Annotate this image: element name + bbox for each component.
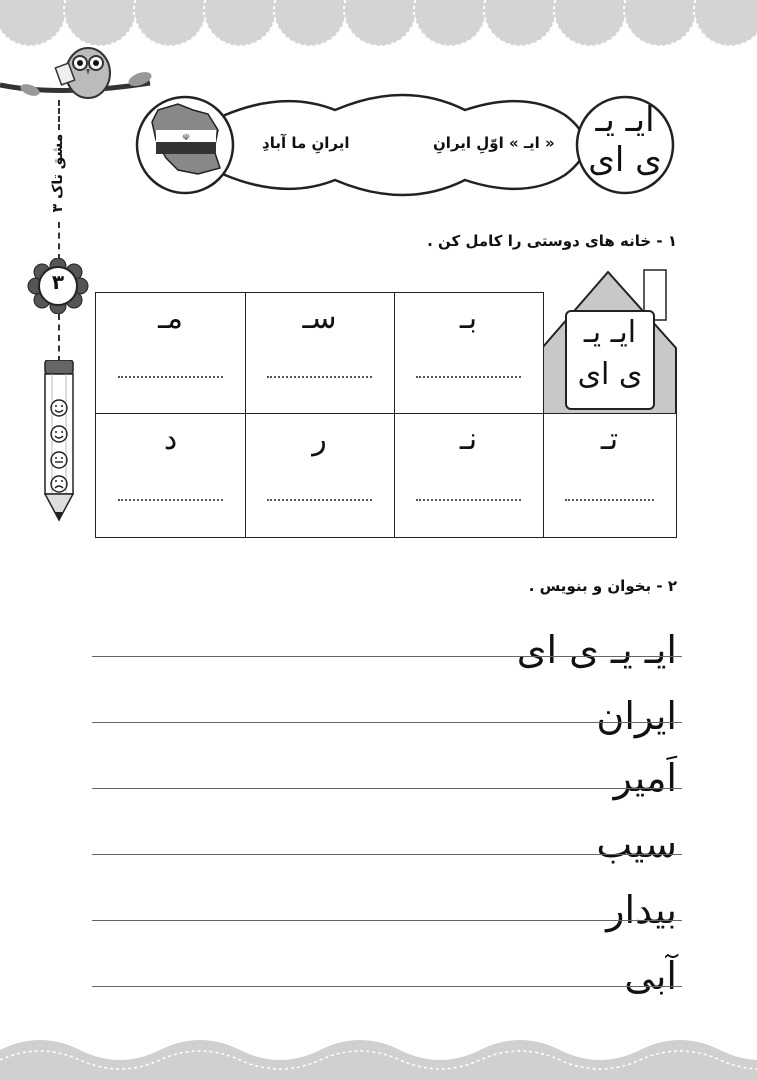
side-book-title-text: مشق تاک ۳ — [50, 133, 66, 213]
practice-word: ایران — [596, 694, 677, 738]
writing-line[interactable] — [92, 854, 682, 855]
writing-line[interactable] — [92, 986, 682, 987]
house-letters-line-1: ایـ یـ — [583, 315, 637, 350]
grid-cell[interactable] — [542, 413, 677, 538]
dotted-answer-line[interactable] — [565, 499, 654, 501]
dotted-answer-line[interactable] — [118, 376, 223, 378]
heading-line-1: ایـ یـ — [595, 100, 655, 140]
heading-letters — [580, 100, 670, 180]
side-dashed-line-middle — [58, 222, 60, 260]
cell-glyph: تـ — [600, 422, 619, 457]
exercise-1-title: ۱ - خانه های دوستی را کامل کن . — [427, 232, 677, 250]
exercise-2-title: ۲ - بخوان و بنویس . — [528, 577, 677, 595]
dotted-answer-line[interactable] — [267, 499, 372, 501]
grid-cell[interactable] — [393, 292, 544, 415]
motto-left: ایرانِ ما آبادِ — [262, 134, 350, 152]
pencil-with-faces-icon — [43, 360, 75, 525]
writing-line[interactable] — [92, 920, 682, 921]
practice-word: سیب — [596, 822, 677, 866]
side-dashed-line-bottom — [58, 314, 60, 362]
dotted-answer-line[interactable] — [416, 376, 521, 378]
writing-line[interactable] — [92, 788, 682, 789]
dotted-answer-line[interactable] — [416, 499, 521, 501]
grid-cell[interactable] — [95, 413, 246, 538]
iran-map-flag-icon — [148, 100, 224, 180]
practice-word: اَمیر — [613, 756, 677, 800]
cell-glyph: مـ — [158, 301, 183, 336]
writing-line[interactable] — [92, 656, 682, 657]
cell-glyph: نـ — [459, 422, 478, 457]
side-book-title — [28, 130, 88, 220]
wavy-bottom-border — [0, 1030, 757, 1080]
cell-glyph: ر — [312, 422, 327, 457]
dotted-answer-line[interactable] — [267, 376, 372, 378]
house-letters-panel — [565, 310, 655, 410]
practice-word: ایـ یـ ی ای — [516, 628, 677, 672]
practice-word: آبی — [624, 954, 677, 998]
cell-glyph: د — [163, 422, 178, 457]
cell-glyph: سـ — [302, 301, 337, 336]
grid-cell[interactable] — [244, 292, 395, 415]
dotted-answer-line[interactable] — [118, 499, 223, 501]
grid-cell[interactable] — [244, 413, 395, 538]
motto-right: « ایـ » اوّلِ ایرانِ — [433, 134, 555, 152]
heading-line-2: ی ای — [588, 140, 662, 180]
svg-text:☫: ☫ — [181, 133, 191, 143]
house-letters-line-2: ی ای — [577, 357, 643, 392]
writing-line[interactable] — [92, 722, 682, 723]
grid-cell[interactable] — [393, 413, 544, 538]
page-number: ۳ — [51, 270, 65, 294]
cell-glyph: بـ — [459, 301, 478, 336]
practice-word: بیدار — [606, 888, 677, 932]
grid-cell[interactable] — [95, 292, 246, 415]
